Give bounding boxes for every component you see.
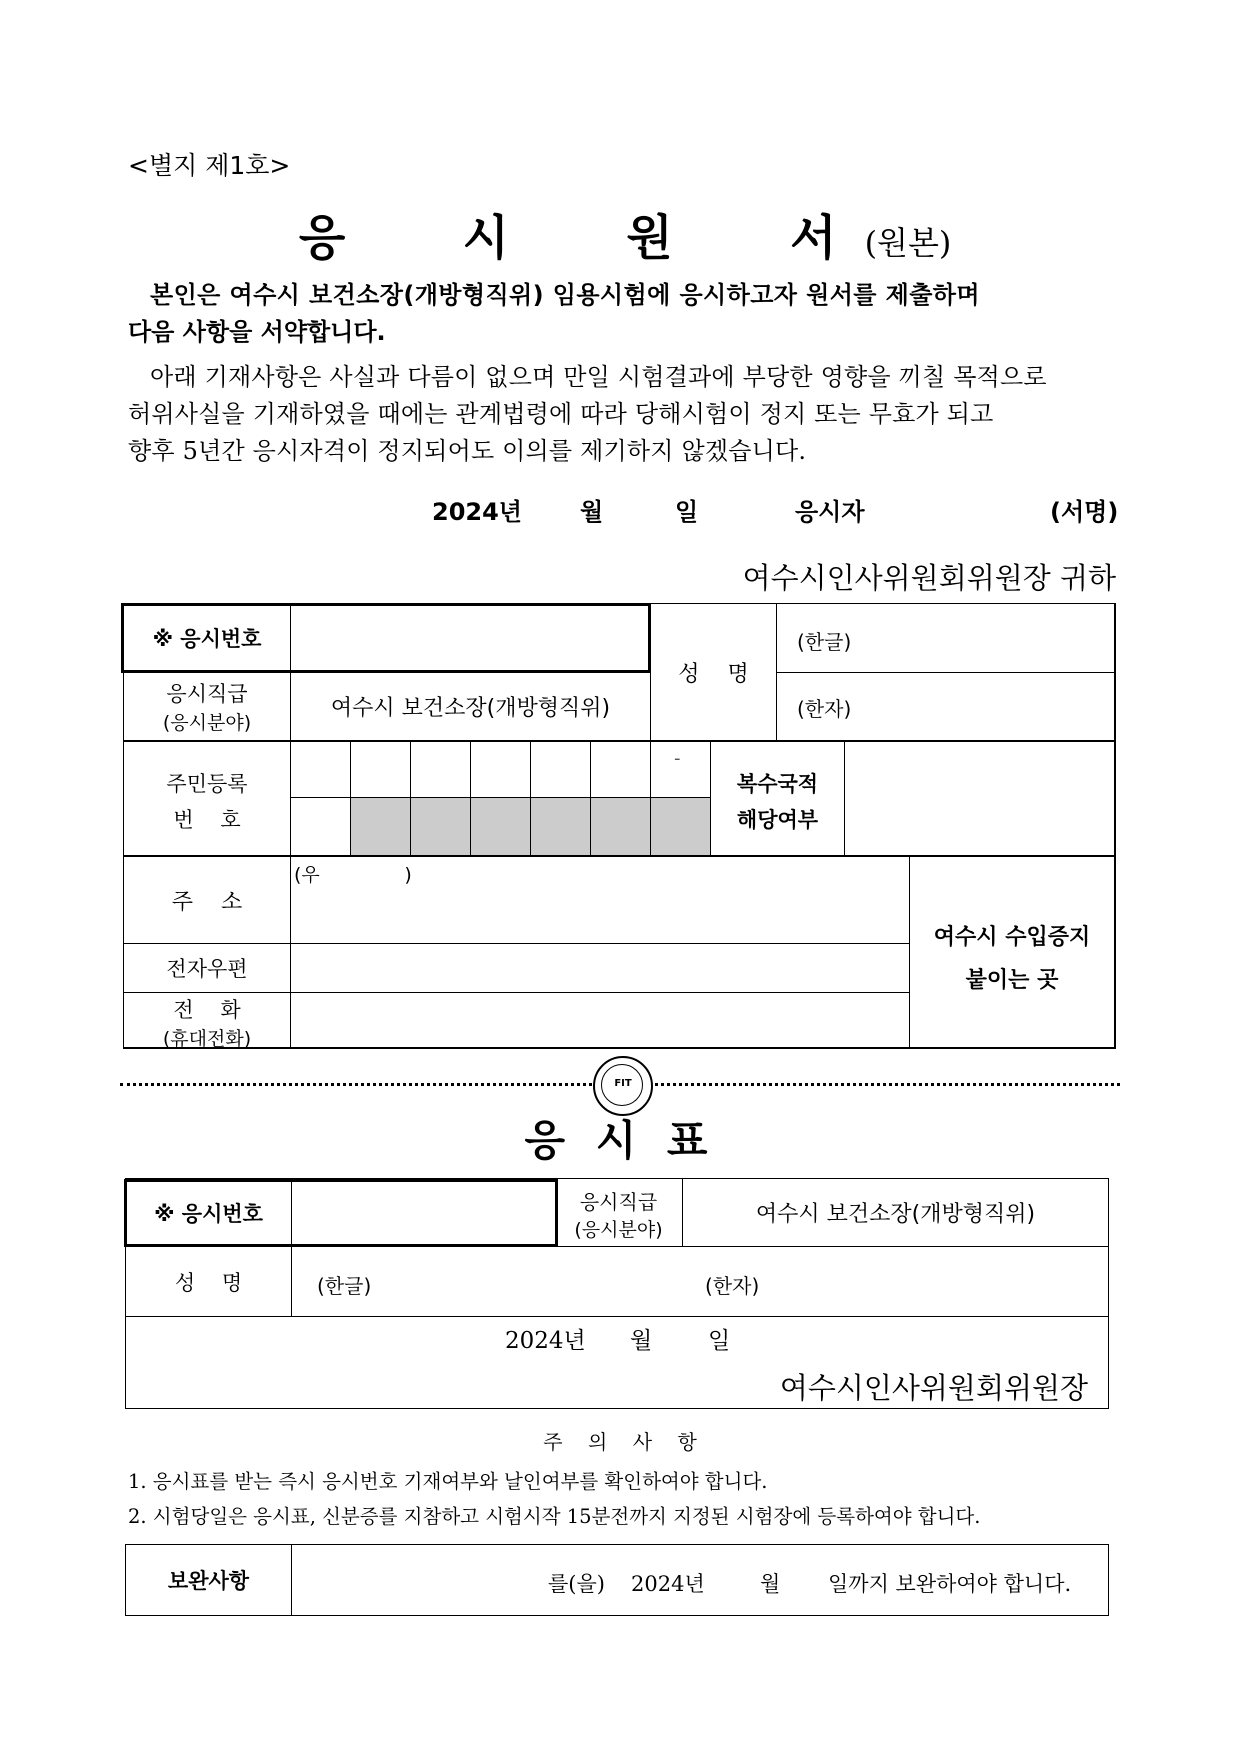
phone-field[interactable]	[291, 993, 909, 1047]
rrn-back-digit	[591, 798, 650, 855]
rrn-front-digit[interactable]	[411, 742, 470, 797]
notes-title: 주 의 사 항	[543, 1430, 697, 1454]
rrn-label-2: 번 호	[173, 808, 241, 832]
rrn-label-1: 주민등록	[166, 772, 248, 796]
dual-label-1: 복수국적	[736, 772, 819, 796]
phone-label-sub: (휴대전화)	[162, 1028, 252, 1050]
rrn-back-digit	[351, 798, 410, 855]
dual-citizenship-label	[711, 768, 844, 834]
email-label: 전자우편	[166, 957, 248, 981]
supplement-text-a: 를(을)	[548, 1572, 605, 1596]
notes-item-1: 1. 응시표를 받는 즉시 응시번호 기재여부와 날인여부를 확인하여야 합니다.	[128, 1470, 768, 1493]
ticket-position-value: 여수시 보건소장(개방형직위)	[755, 1202, 1036, 1227]
sign-signature[interactable]: (서명)	[1050, 498, 1119, 526]
name-label: 성 명	[678, 661, 749, 687]
position-label	[124, 678, 290, 735]
name-hanja-field[interactable]: (한자)	[797, 697, 852, 721]
supplement-label: 보완사항	[167, 1569, 250, 1593]
sign-year: 2024년	[432, 498, 522, 526]
position-label-main: 응시직급	[166, 682, 248, 706]
seal-text: FIT	[614, 1078, 632, 1089]
address-label: 주 소	[171, 889, 243, 915]
seal-icon	[593, 1056, 653, 1116]
sign-month: 월	[580, 498, 604, 526]
rrn-front-digit[interactable]	[591, 742, 650, 797]
rrn-front-digit[interactable]	[351, 742, 410, 797]
ticket-name-label: 성 명	[174, 1270, 243, 1295]
ticket-exam-number-label: ※ 응시번호	[154, 1202, 263, 1226]
ticket-title: 응 시 표	[524, 1116, 716, 1165]
sign-day: 일	[675, 498, 699, 526]
rrn-front-digit[interactable]	[471, 742, 530, 797]
page-title-main: 응 시 원 서	[298, 210, 865, 266]
intro-para-2: 허위사실을 기재하였을 때에는 관계법령에 따라 당해시험이 정지 또는 무효가 되고	[128, 400, 994, 428]
supplement-text-b: 일까지 보완하여야 합니다.	[828, 1572, 1072, 1596]
ticket-name-hanja[interactable]: (한자)	[705, 1274, 760, 1298]
rrn-back-digit	[651, 798, 710, 855]
ticket-date-day: 일	[708, 1328, 731, 1354]
ticket-name-hangul[interactable]: (한글)	[317, 1274, 372, 1298]
rrn-dash: -	[674, 748, 681, 769]
intro-line-1: 본인은 여수시 보건소장(개방형직위) 임용시험에 응시하고자 원서를 제출하며	[150, 281, 980, 309]
phone-label-main: 전 화	[173, 998, 241, 1022]
ticket-exam-number-field[interactable]	[292, 1182, 552, 1244]
rrn-front-digit[interactable]	[531, 742, 590, 797]
page-title	[0, 180, 1240, 268]
ticket-date-month: 월	[630, 1328, 653, 1354]
dual-citizenship-field[interactable]	[845, 742, 1114, 855]
rrn-back-digit	[531, 798, 590, 855]
sign-applicant: 응시자	[795, 498, 865, 526]
supplement-year: 2024년	[631, 1572, 705, 1596]
intro-para-1: 아래 기재사항은 사실과 다름이 없으며 만일 시험결과에 부당한 영향을 끼칠 목적으로	[150, 363, 1047, 391]
email-field[interactable]	[291, 944, 909, 992]
position-label-sub: (응시분야)	[162, 712, 252, 734]
address-zip[interactable]: (우 )	[294, 864, 412, 886]
ticket-date-year: 2024년	[505, 1328, 586, 1354]
exam-number-field[interactable]	[291, 606, 645, 670]
exam-number-label: ※ 응시번호	[152, 627, 262, 651]
rrn-back-digit	[411, 798, 470, 855]
ticket-position-label-main: 응시직급	[579, 1190, 658, 1214]
revenue-stamp-area	[910, 920, 1114, 994]
rrn-front-digit[interactable]	[291, 742, 350, 797]
address-field[interactable]	[291, 885, 909, 943]
intro-line-2: 다음 사항을 서약합니다.	[128, 318, 386, 346]
attachment-number: <별지 제1호>	[128, 151, 291, 180]
notes-item-2: 2. 시험당일은 응시표, 신분증를 지참하고 시험시작 15분전까지 지정된 시험장에 등록하여야 합니다.	[128, 1505, 981, 1528]
rrn-label	[124, 768, 290, 834]
addressee: 여수시인사위원회위원장 귀하	[742, 561, 1116, 595]
name-hangul-field[interactable]: (한글)	[797, 630, 852, 654]
page-title-sub: (원본)	[864, 224, 952, 262]
dual-label-2: 해당여부	[736, 808, 819, 832]
ticket-position-label	[556, 1186, 681, 1242]
ticket-issuer: 여수시인사위원회위원장	[779, 1371, 1088, 1405]
position-value: 여수시 보건소장(개방형직위)	[330, 696, 611, 721]
stamp-label-1: 여수시 수입증지	[933, 925, 1091, 950]
ticket-position-label-sub: (응시분야)	[574, 1219, 663, 1241]
stamp-label-2: 붙이는 곳	[965, 968, 1059, 993]
rrn-back-digit	[471, 798, 530, 855]
supplement-month: 월	[760, 1572, 781, 1596]
phone-label	[124, 994, 290, 1051]
intro-para-3: 향후 5년간 응시자격이 정지되어도 이의를 제기하지 않겠습니다.	[128, 437, 807, 465]
